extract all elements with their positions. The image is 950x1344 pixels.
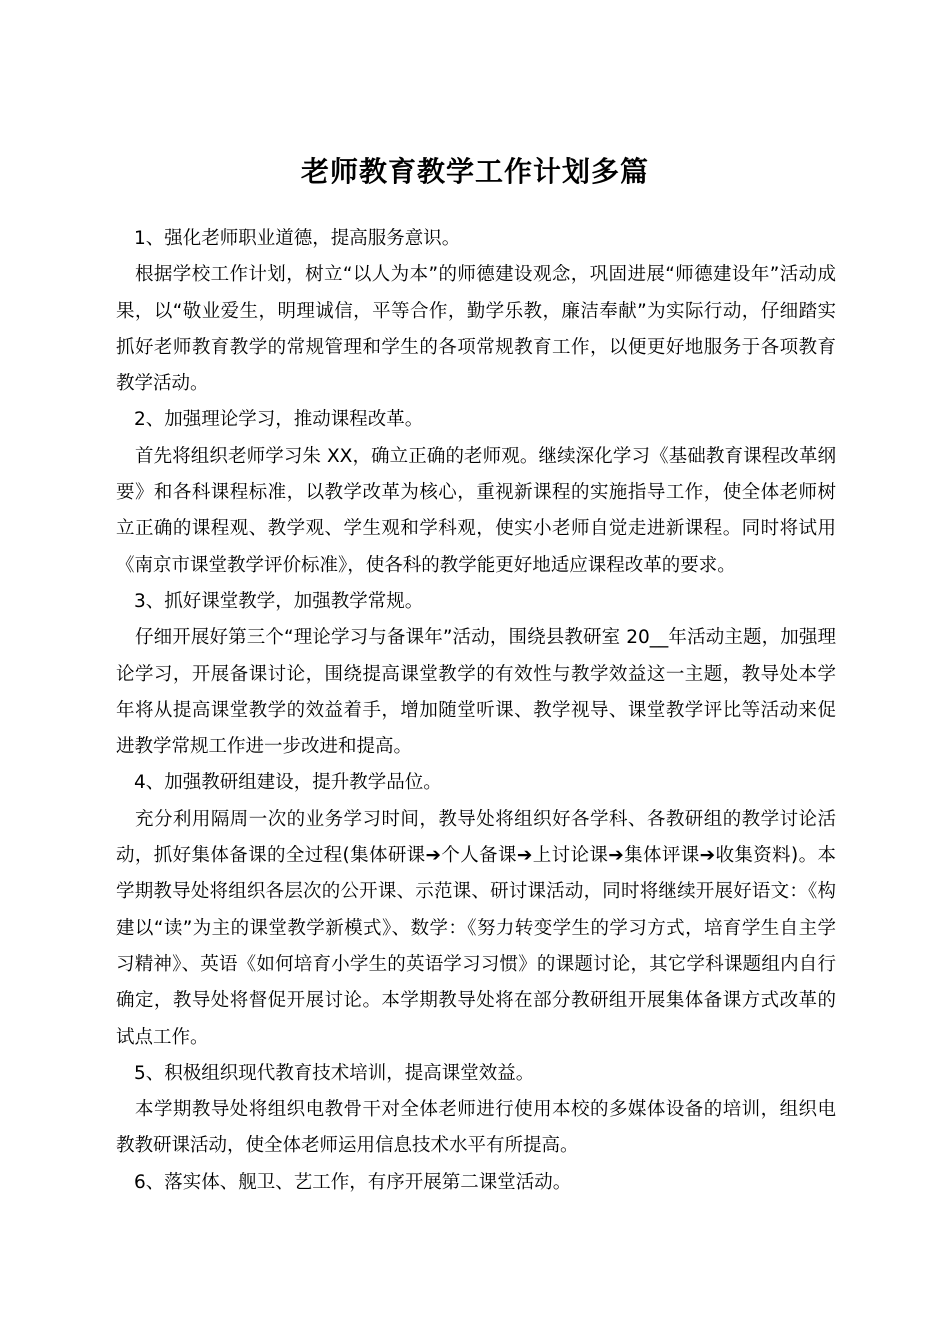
section-heading-1: 1、强化老师职业道德，提高服务意识。 xyxy=(134,228,461,249)
section-heading-6: 6、落实体、舰卫、艺工作，有序开展第二课堂活动。 xyxy=(134,1171,572,1193)
section-paragraph-3: 仔细开展好第三个“理论学习与备课年”活动，围绕县教研室 20__年活动主题，加强理论学习，开展备课讨论，围绕提高课堂教学的有效性与教学效益这一主题，教导处本学年将从提高课堂教学的效益着手，增加随堂听课、教学视导、课堂教学评比等活动来促进教学常规工作进一步改进和提高。 xyxy=(116,627,836,758)
section-paragraph-1: 根据学校工作计划，树立“以人为本”的师德建设观念，巩固进展“师德建设年”活动成果，以“敬业爱生，明理诚信，平等合作，勤学乐教，廉洁奉献”为实际行动，仔细踏实抓好老师教育教学的常规管理和学生的各项常规教育工作，以便更好地服务于各项教育教学活动。 xyxy=(116,264,836,395)
section-paragraph-5: 本学期教导处将组织电教骨干对全体老师进行使用本校的多媒体设备的培训，组织电教教研课活动，使全体老师运用信息技术水平有所提高。 xyxy=(116,1099,836,1157)
section-paragraph-4: 充分利用隔周一次的业务学习时间，教导处将组织好各学科、各教研组的教学讨论活动，抓好集体备课的全过程(集体研课➔个人备课➔上讨论课➔集体评课➔收集资料)。本学期教导处将组织各层次的公开课、示范课、研讨课活动，同时将继续开展好语文：《构建以“读”为主的课堂教学新模式》、数学：《努力转变学生的学习方式，培育学生自主学习精神》、英语《如何培育小学生的英语学习习惯》的课题讨论，其它学科课题组内自行确定，教导处将督促开展讨论。本学期教导处将在部分教研组开展集体备课方式改革的试点工作。 xyxy=(116,808,837,1048)
section-heading-4: 4、加强教研组建设，提升教学品位。 xyxy=(134,772,442,794)
document-body xyxy=(116,221,836,1201)
section-heading-5: 5、积极组织现代教育技术培训，提高课堂效益。 xyxy=(134,1062,535,1084)
section-heading-3: 3、抓好课堂教学，加强教学常规。 xyxy=(134,590,424,612)
section-paragraph-2: 首先将组织老师学习朱 XX，确立正确的老师观。继续深化学习《基础教育课程改革纲要》和各科课程标准，以教学改革为核心，重视新课程的实施指导工作，使全体老师树立正确的课程观、教学观、学生观和学科观，使实小老师自觉走进新课程。同时将试用《南京市课堂教学评价标准》，使各科的教学能更好地适应课程改革的要求。 xyxy=(116,445,836,576)
section-heading-2: 2、加强理论学习，推动课程改革。 xyxy=(134,409,424,431)
document-title: 老师教育教学工作计划多篇 xyxy=(300,154,649,188)
